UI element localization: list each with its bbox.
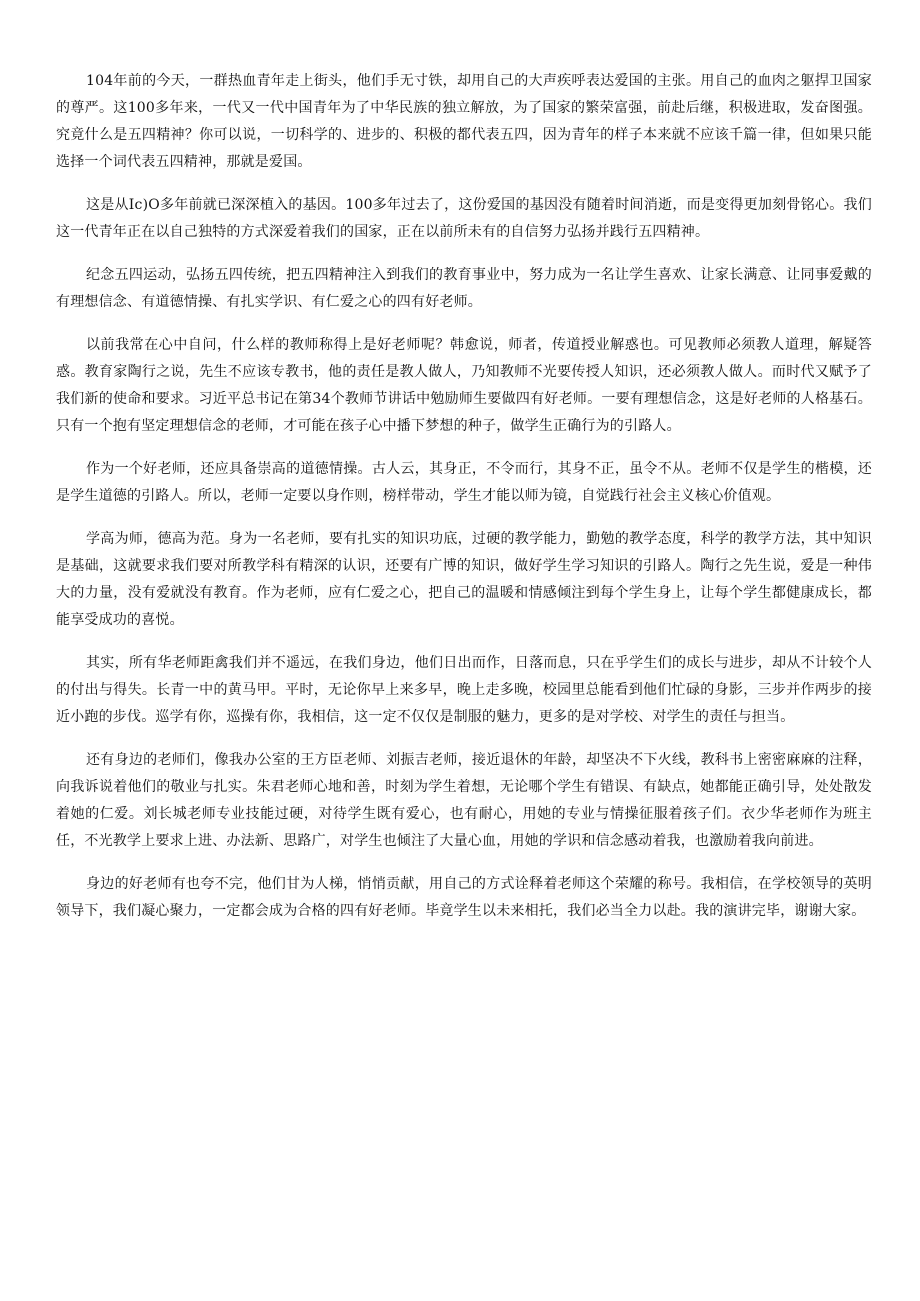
paragraph-1: 104年前的今天，一群热血青年走上街头，他们手无寸铁，却用自己的大声疾呼表达爱国的主张。用自己的血肉之躯捍卫国家的尊严。这100多年来，一代又一代中国青年为了中华民族的独立解放，为了国家的繁荣富强，前赴后继，积极进取，发奋图强。究竟什么是五四精神？你可以说，一切科学的、进步的、积极的都代表五四，因为青年的样子本来就不应该千篇一律，但如果只能选择一个词代表五四精神，那就是爱国。 xyxy=(56,73,872,170)
paragraph-5: 作为一个好老师，还应具备崇高的道德情操。古人云，其身正，不令而行，其身不正，虽令不从。老师不仅是学生的楷模，还是学生道德的引路人。所以，老师一定要以身作则，榜样带动，学生才能以师为镜，自觉践行社会主义核心价值观。 xyxy=(56,461,872,504)
paragraph-4: 以前我常在心中自问，什么样的教师称得上是好老师呢？韩愈说，师者，传道授业解惑也。可见教师必须教人道理，解疑答惑。教育家陶行之说，先生不应该专教书，他的责任是教人做人，乃知教师不光要传授人知识，还必须教人做人。而时代又赋予了我们新的使命和要求。习近平总书记在第34个教师节讲话中勉励师生要做四有好老师。一要有理想信念，这是好老师的人格基石。只有一个抱有坚定理想信念的老师，才可能在孩子心中播下梦想的种子，做学生正确行为的引路人。 xyxy=(56,337,872,434)
paragraph-2: 这是从Ic)O多年前就已深深植入的基因。100多年过去了，这份爱国的基因没有随着时间消逝，而是变得更加刻骨铭心。我们这一代青年正在以自己独特的方式深爱着我们的国家，正在以前所未有的自信努力弘扬并践行五四精神。 xyxy=(56,197,872,240)
paragraph-8: 还有身边的老师们，像我办公室的王方臣老师、刘振吉老师，接近退休的年龄，却坚决不下火线，教科书上密密麻麻的注释，向我诉说着他们的敬业与扎实。朱君老师心地和善，时刻为学生着想，无论哪个学生有错误、有缺点，她都能正确引导，处处散发着她的仁爱。刘长城老师专业技能过硬，对待学生既有爱心，也有耐心，用她的专业与情操征服着孩子们。衣少华老师作为班主任，不光教学上要求上进、办法新、思路广，对学生也倾注了大量心血，用她的学识和信念感动着我，也激励着我向前进。 xyxy=(56,752,872,849)
paragraph-6: 学高为师，德高为范。身为一名老师，要有扎实的知识功底，过硬的教学能力，勤勉的教学态度，科学的教学方法，其中知识是基础，这就要求我们要对所教学科有精深的认识，还要有广博的知识，做好学生学习知识的引路人。陶行之先生说，爱是一种伟大的力量，没有爱就没有教育。作为老师，应有仁爱之心，把自己的温暖和情感倾注到每个学生身上，让每个学生都健康成长，都能享受成功的喜悦。 xyxy=(56,531,872,628)
paragraph-3: 纪念五四运动，弘扬五四传统，把五四精神注入到我们的教育事业中，努力成为一名让学生喜欢、让家长满意、让同事爱戴的有理想信念、有道德情操、有扎实学识、有仁爱之心的四有好老师。 xyxy=(56,267,872,310)
paragraph-9: 身边的好老师有也夸不完，他们甘为人梯，悄悄贡献，用自己的方式诠释着老师这个荣耀的称号。我相信，在学校领导的英明领导下，我们凝心聚力，一定都会成为合格的四有好老师。毕竟学生以未来相托，我们必当全力以赴。我的演讲完毕，谢谢大家。 xyxy=(56,876,872,919)
paragraph-7: 其实，所有华老师距禽我们并不遥远，在我们身边，他们日出而作，日落而息，只在乎学生们的成长与进步，却从不计较个人的付出与得失。长青一中的黄马甲。平时，无论你早上来多早，晚上走多晚，校园里总能看到他们忙碌的身影，三步并作两步的接近小跑的步伐。巡学有你，巡操有你，我相信，这一定不仅仅是制服的魅力，更多的是对学校、对学生的责任与担当。 xyxy=(56,655,872,725)
